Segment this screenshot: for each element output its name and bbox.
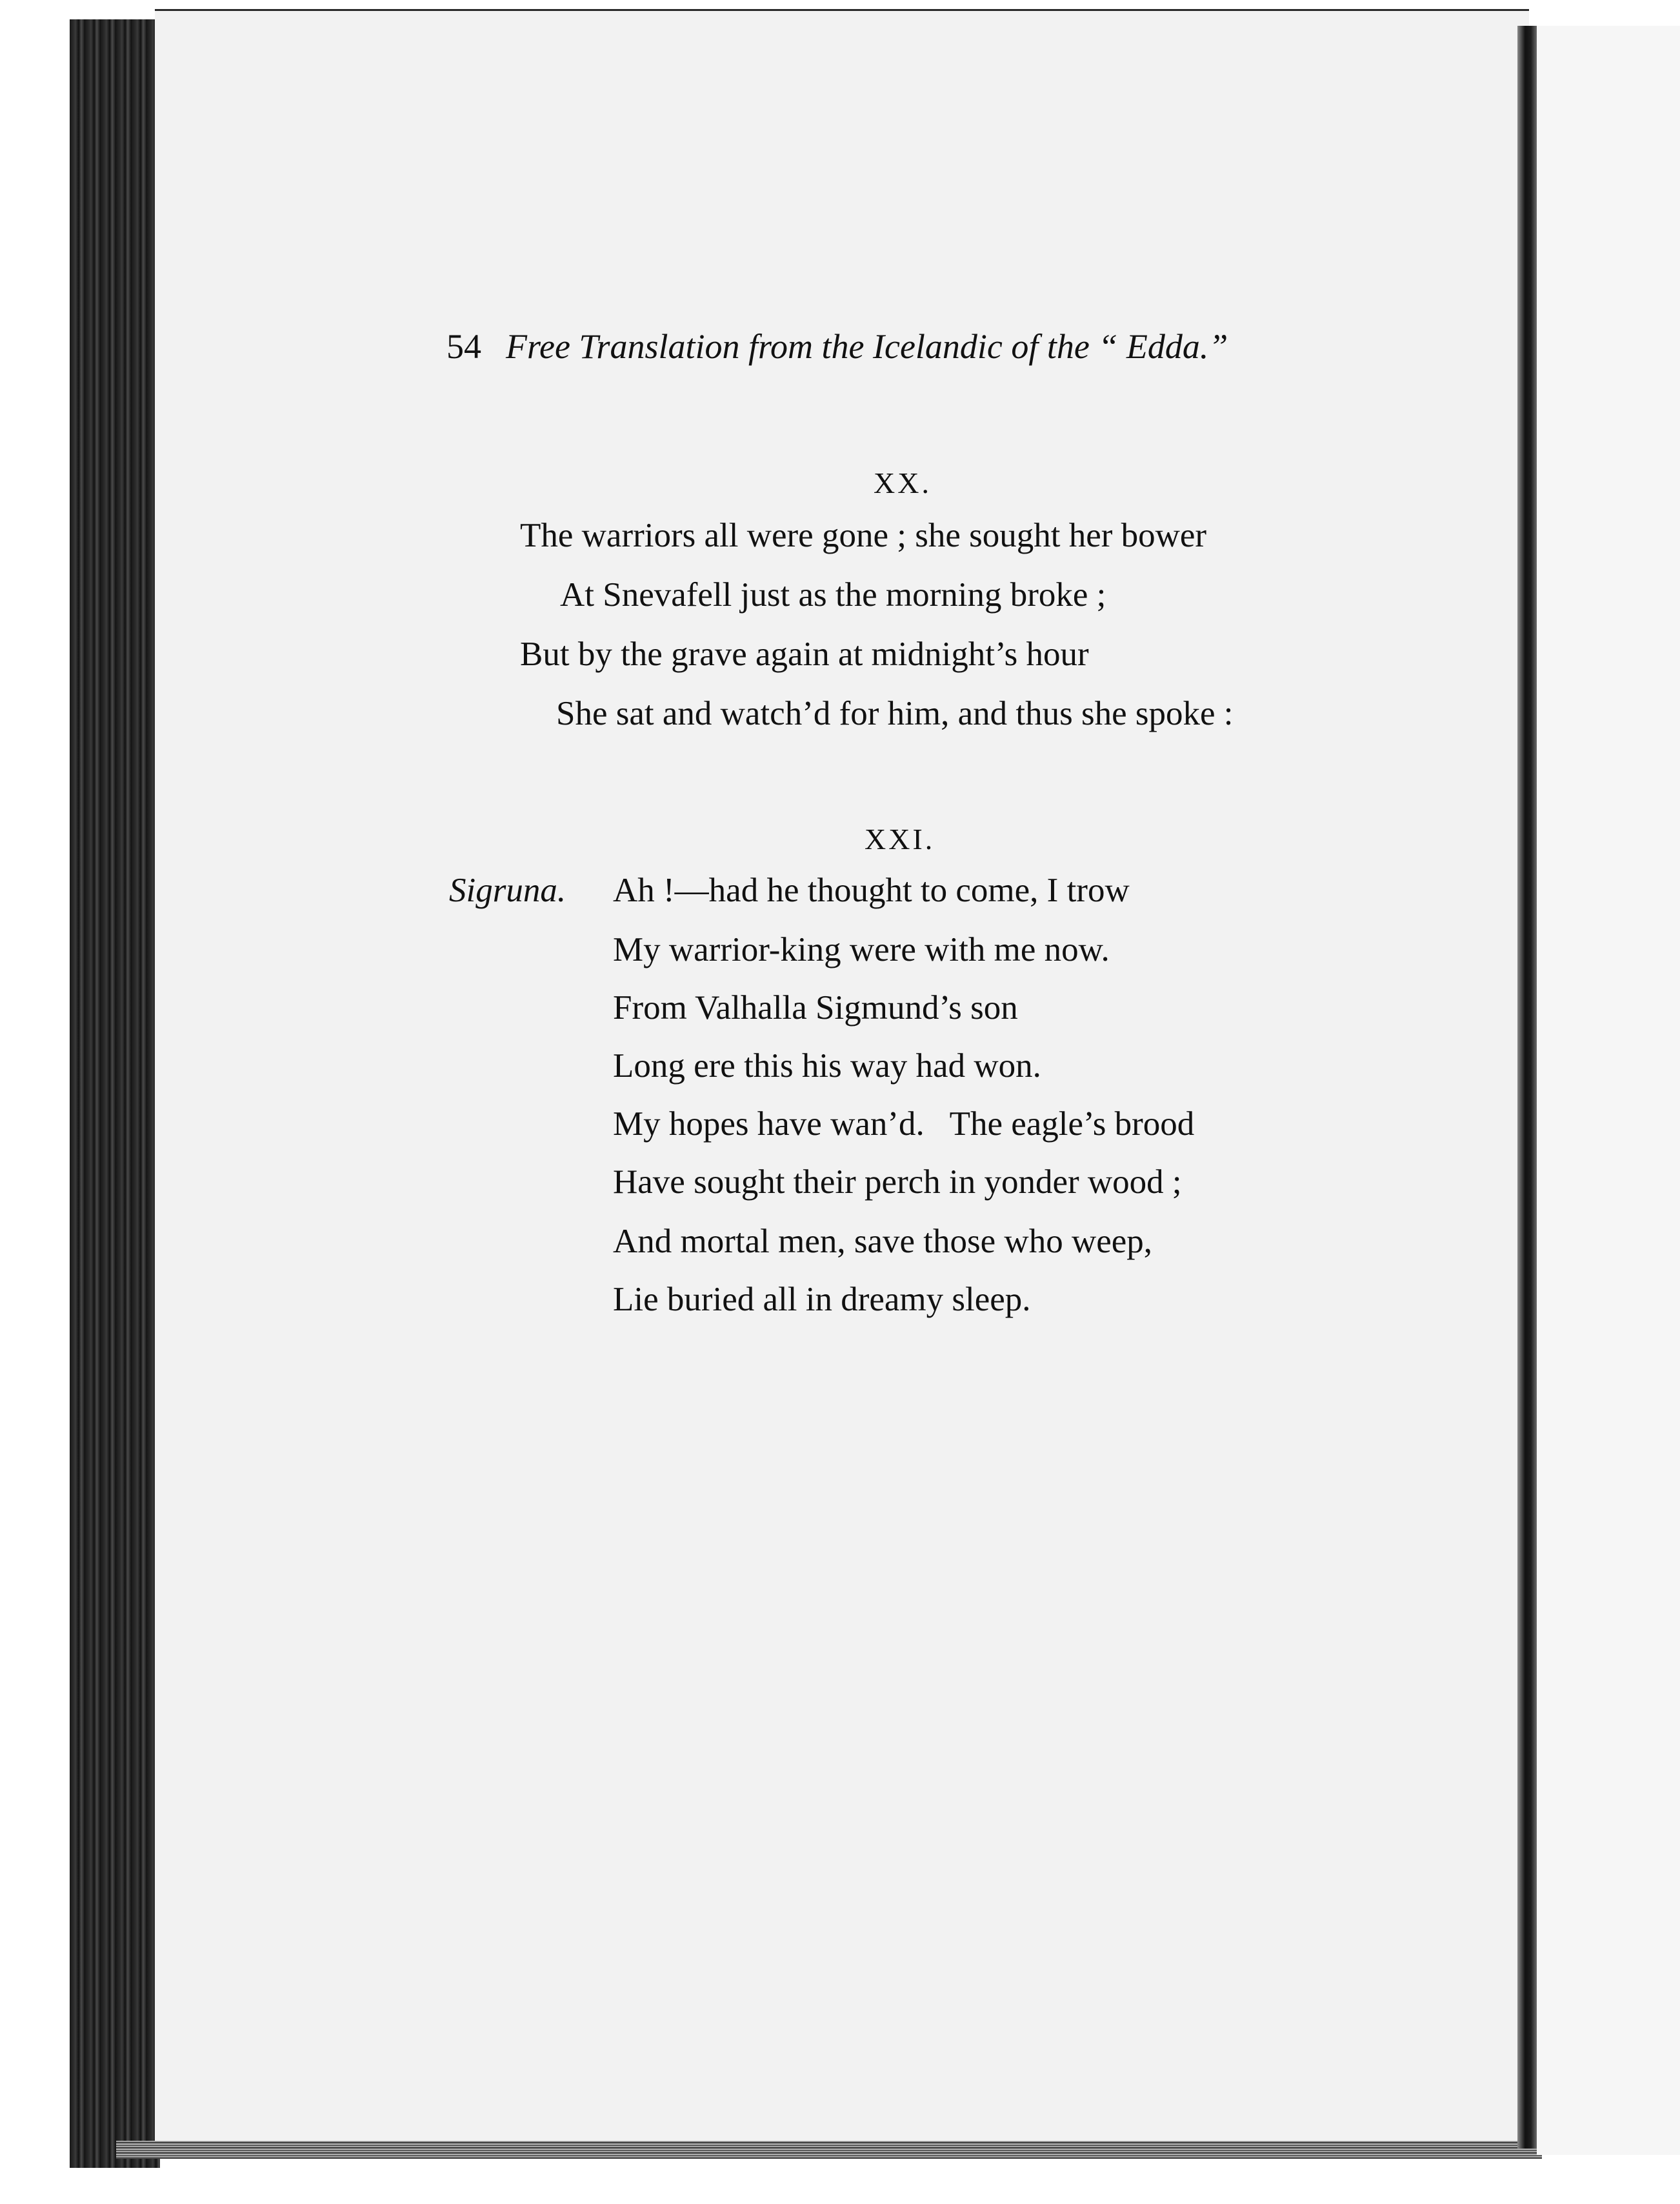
stanza-xxi-line-4: Long ere this his way had won. [613,1047,1041,1085]
speaker-label: Sigruna. [449,872,566,909]
running-title: Free Translation from the Icelandic of the “ Edda.” [506,327,1228,366]
stanza-xxi-line-8: Lie buried all in dreamy sleep. [613,1281,1031,1318]
running-head [446,326,1228,366]
page-number: 54 [446,327,481,366]
stanza-xxi-line-7: And mortal men, save those who weep, [613,1223,1153,1260]
stanza-xx-line-3: But by the grave again at midnight’s hour [520,636,1089,673]
stanza-xx-line-2: At Snevafell just as the morning broke ; [560,576,1106,614]
stanza-xxi-line-2: My warrior-king were with me now. [613,931,1110,968]
stanza-xx-line-1: The warriors all were gone ; she sought her bower [520,517,1207,554]
stanza-numeral-xx: XX. [874,466,932,499]
page-stack-edge [116,2141,1542,2159]
book-binding-edge [70,19,160,2168]
stanza-xxi-line-1: Ah !—had he thought to come, I trow [613,872,1130,909]
stanza-numeral-xxi: XXI. [865,823,935,856]
stanza-xxi-line-3: From Valhalla Sigmund’s son [613,989,1018,1027]
facing-page-fragment [1537,26,1680,2155]
stanza-xxi-line-5: My hopes have wan’d. The eagle’s brood [613,1105,1195,1143]
page-gutter [1517,26,1537,2149]
stanza-xxi-line-6: Have sought their perch in yonder wood ; [613,1163,1182,1201]
stanza-xx-line-4: She sat and watch’d for him, and thus she spoke : [556,695,1234,732]
